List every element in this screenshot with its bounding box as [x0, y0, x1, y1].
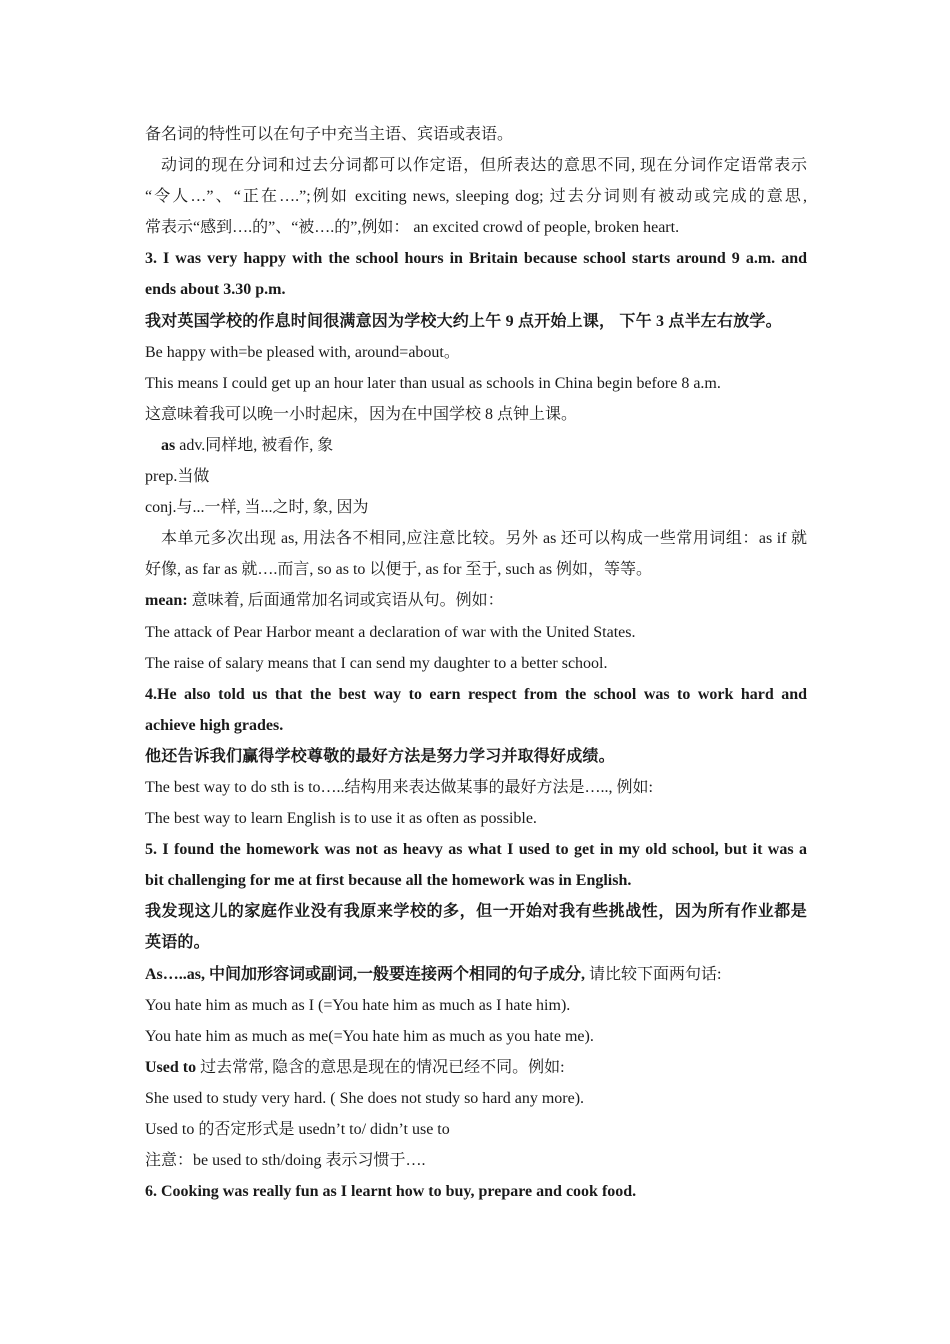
text-line [145, 959, 807, 990]
document-page [145, 119, 807, 1207]
text-line: The attack of Pear Harbor meant a declaration of war with the United States. [145, 623, 636, 641]
text-line: This means I could get up an hour later than usual as schools in China begin before 8 a.m. [145, 374, 721, 392]
heading-sentence-6: 6. Cooking was really fun as I learnt how to buy, prepare and cook food. [145, 1183, 637, 1201]
text-line [145, 430, 807, 461]
text-line: prep.当做 [145, 468, 210, 486]
text-line: 这意味着我可以晚一小时起床，因为在中国学校 8 点钟上课。 [145, 405, 578, 423]
text-line: 注意：be used to sth/doing 表示习惯于…. [145, 1152, 426, 1170]
translation-4: 他还告诉我们赢得学校尊敬的最好方法是努力学习并取得好成绩。 [145, 747, 615, 765]
text-line: “令人…”、“正在….”;例如 exciting news, sleeping dog; 过去分词则有被动或完成的意思, [145, 188, 807, 206]
term-label: mean: [145, 592, 188, 610]
text-line [145, 585, 807, 616]
text-line: You hate him as much as me(=You hate him as much as you hate me). [145, 1027, 594, 1045]
text-line: She used to study very hard. ( She does not study so hard any more). [145, 1089, 585, 1107]
text-line: 备名词的特性可以在句子中充当主语、宾语或表语。 [145, 126, 514, 143]
term-label: As…..as, 中间加形容词或副词,一般要连接两个相同的句子成分, [145, 965, 586, 983]
heading-sentence-5-cont: bit challenging for me at first because all the homework was in English. [145, 872, 632, 890]
text-line: 好像, as far as 就….而言, so as to 以便于, as for 至于, such as 例如，等等。 [145, 561, 653, 579]
text-line [145, 1052, 807, 1083]
term-desc: 过去常常, 隐含的意思是现在的情况已经不同。例如: [196, 1058, 565, 1076]
term-label: Used to [145, 1058, 197, 1076]
heading-sentence-4-cont: achieve high grades. [145, 716, 284, 734]
term-label: as [161, 436, 176, 454]
text-line: The best way to do sth is to…..结构用来表达做某事的最好方法是….., 例如: [145, 778, 653, 796]
heading-sentence-3: 3. I was very happy with the school hours in Britain because school starts around 9 a.m. and [145, 250, 807, 268]
term-desc: adv.同样地, 被看作, 象 [175, 436, 334, 454]
text-line: 本单元多次出现 as, 用法各不相同,应注意比较。另外 as 还可以构成一些常用词组：as if 就 [161, 530, 807, 548]
heading-sentence-3-cont: ends about 3.30 p.m. [145, 281, 286, 299]
text-line: The raise of salary means that I can send my daughter to a better school. [145, 654, 608, 672]
translation-3: 我对英国学校的作息时间很满意因为学校大约上午 9 点开始上课， 下午 3 点半左右放学。 [145, 312, 782, 330]
text-line: 动词的现在分词和过去分词都可以作定语，但所表达的意思不同, 现在分词作定语常表示 [161, 157, 807, 175]
text-line: The best way to learn English is to use it as often as possible. [145, 810, 537, 828]
term-desc: 意味着, 后面通常加名词或宾语从句。例如： [187, 592, 504, 610]
translation-5-cont: 英语的。 [145, 934, 210, 952]
text-line: conj.与...一样, 当...之时, 象, 因为 [145, 499, 369, 517]
term-desc: 请比较下面两句话: [585, 965, 722, 983]
text-line: You hate him as much as I (=You hate him as much as I hate him). [145, 996, 571, 1014]
text-line: Used to 的否定形式是 usedn’t to/ didn’t use to [145, 1121, 450, 1138]
text-line: 常表示“感到….的”、“被….的”,例如： an excited crowd of people, broken heart. [145, 219, 680, 237]
heading-sentence-5: 5. I found the homework was not as heavy as what I used to get in my old school, but it was a [145, 841, 807, 859]
text-line: Be happy with=be pleased with, around=about。 [145, 343, 460, 361]
translation-5: 我发现这儿的家庭作业没有我原来学校的多，但一开始对我有些挑战性，因为所有作业都是 [145, 903, 807, 921]
heading-sentence-4: 4.He also told us that the best way to earn respect from the school was to work hard and [145, 685, 807, 703]
